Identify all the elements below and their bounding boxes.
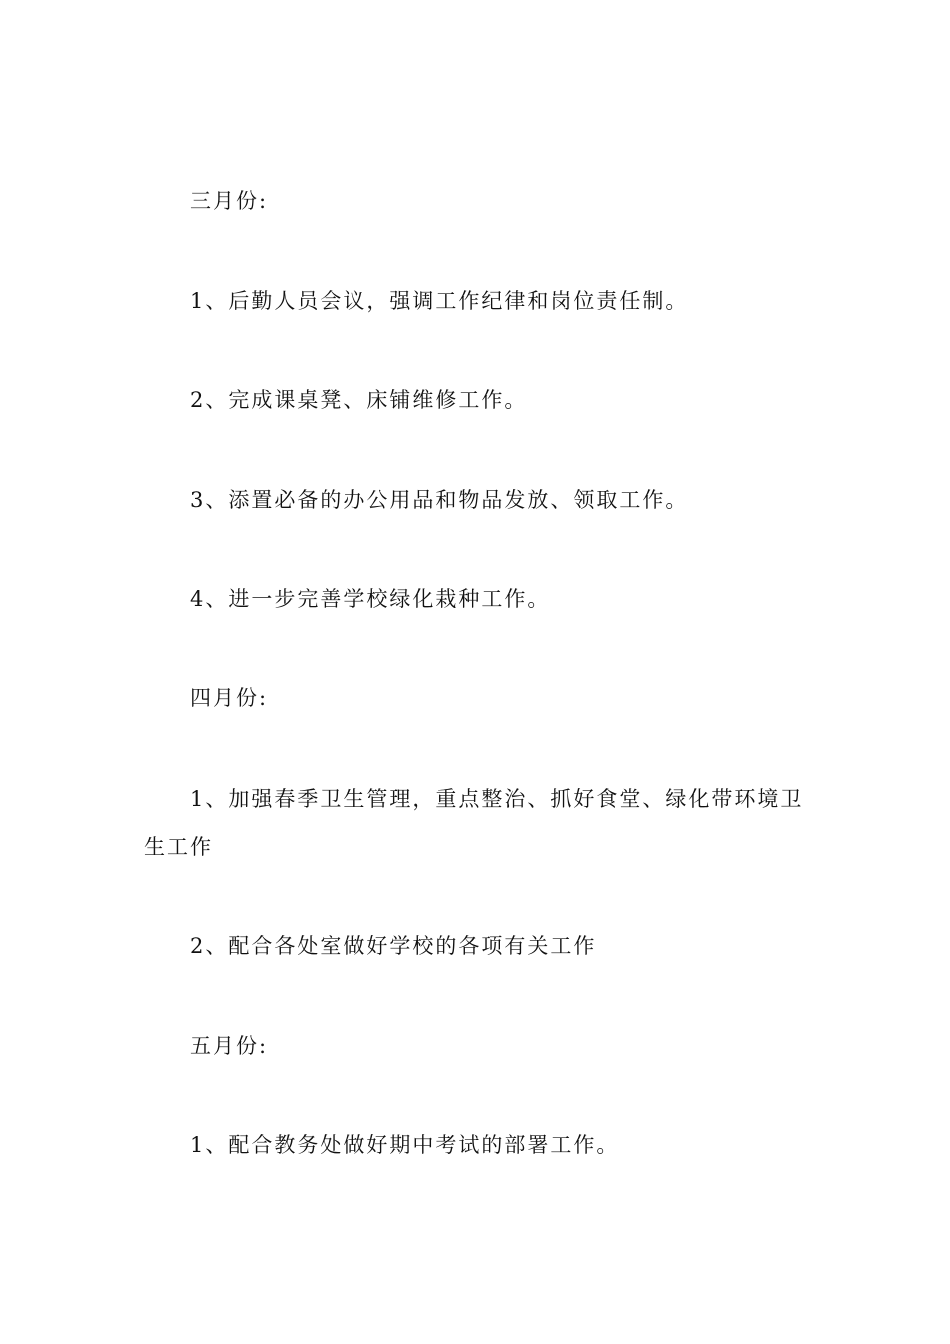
list-item: 1、配合教务处做好期中考试的部署工作。 — [190, 1133, 620, 1157]
list-item: 1、后勤人员会议，强调工作纪律和岗位责任制。 — [190, 289, 689, 313]
list-item: 1、加强春季卫生管理，重点整治、抓好食堂、绿化带环境卫生工作 — [144, 787, 804, 859]
list-item: 4、进一步完善学校绿化栽种工作。 — [190, 587, 551, 611]
list-item: 3、添置必备的办公用品和物品发放、领取工作。 — [190, 488, 689, 512]
section-heading-may: 五月份: — [190, 1034, 269, 1058]
section-heading-march: 三月份: — [190, 189, 269, 213]
list-item: 2、配合各处室做好学校的各项有关工作 — [190, 934, 597, 958]
list-item: 2、完成课桌凳、床铺维修工作。 — [190, 388, 528, 412]
section-heading-april: 四月份: — [190, 686, 269, 710]
